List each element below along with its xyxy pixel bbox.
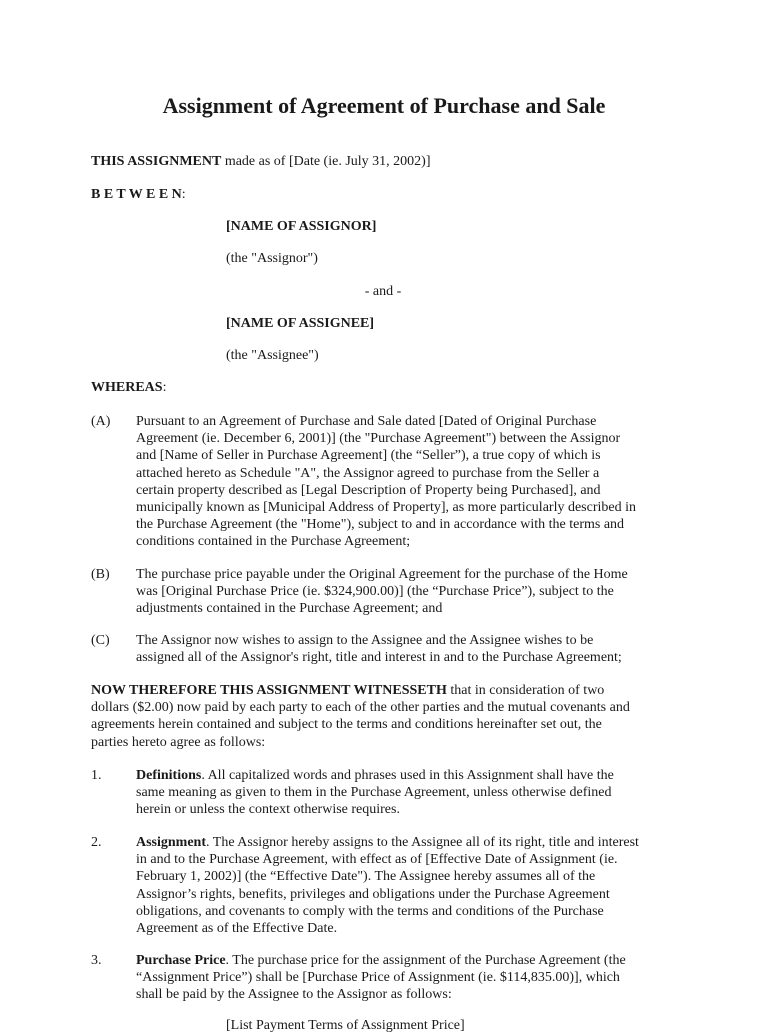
intro-rest: made as of [Date (ie. July 31, 2002)] xyxy=(221,154,431,169)
witnesseth-line: parties hereto agree as follows: xyxy=(91,734,266,750)
whereas-colon: : xyxy=(162,380,167,395)
assignee-role: (the "Assignee") xyxy=(226,348,319,363)
clause-number: 3. xyxy=(91,953,102,968)
between-colon: : xyxy=(181,187,186,202)
clause-line: same meaning as given to them in the Purchase Agreement, unless otherwise defined xyxy=(136,785,612,801)
assignee-name: [NAME OF ASSIGNEE] xyxy=(226,316,375,331)
clause-definitions xyxy=(91,767,681,821)
clause-line: Agreement as of the Effective Date. xyxy=(136,921,338,937)
document-title: Assignment of Agreement of Purchase and Sale xyxy=(162,93,606,118)
recital-line: was [Original Purchase Price (ie. $324,900.00)] (the “Purchase Price”), subject to the xyxy=(136,584,614,600)
witnesseth-first-rest: that in consideration of two xyxy=(446,683,605,698)
witnesseth-paragraph xyxy=(91,682,681,751)
clause-first-line xyxy=(136,767,681,784)
clause-purchase-price xyxy=(91,952,681,1006)
clause-line: “Assignment Price”) shall be [Purchase Price of Assignment (ie. $114,835.00)], which xyxy=(136,970,620,986)
clause-body xyxy=(136,834,681,937)
recital-line: The Assignor now wishes to assign to the Assignee and the Assignee wishes to be xyxy=(136,633,594,648)
whereas-label: WHEREAS xyxy=(91,380,163,395)
clause-line: obligations, and covenants to comply with the terms and conditions of the Purchase xyxy=(136,903,604,919)
clause-number: 2. xyxy=(91,835,102,850)
clause-heading: Purchase Price xyxy=(136,953,226,968)
clause-body xyxy=(136,952,681,1004)
recital-line: municipally known as [Municipal Address of Property], as more particularly described in xyxy=(136,500,636,516)
clause-line: February 1, 2002)] (the “Effective Date"). The Assignee hereby assumes all of the xyxy=(136,869,596,885)
recital-line: The purchase price payable under the Original Agreement for the purchase of the Home xyxy=(136,567,628,582)
recital-body xyxy=(136,632,681,666)
recital-body xyxy=(136,413,681,551)
clause-body xyxy=(136,767,681,819)
and-separator xyxy=(0,283,768,300)
intro-lead: THIS ASSIGNMENT xyxy=(91,154,222,169)
clause-first-rest: . The purchase price for the assignment of the Purchase Agreement (the xyxy=(225,953,626,968)
witnesseth-line: dollars ($2.00) now paid by each party to each of the other parties and the mutual covenants and xyxy=(91,700,630,716)
witnesseth-line: agreements herein contained and subject to the terms and conditions hereinafter set out, the xyxy=(91,717,602,733)
payment-terms-line: [List Payment Terms of Assignment Price] xyxy=(226,1018,465,1033)
clause-line: Assignor’s rights, benefits, privileges and obligations under the Purchase Agreement xyxy=(136,886,610,902)
recital-line: the Purchase Agreement (the "Home"), subject to and in accordance with the terms and xyxy=(136,517,625,533)
whereas-heading xyxy=(91,379,166,396)
recital-line: Agreement (ie. December 6, 2001)] (the "Purchase Agreement") between the Assignor xyxy=(136,431,621,447)
clause-assignment xyxy=(91,834,681,940)
clause-line: shall be paid by the Assignee to the Assignor as follows: xyxy=(136,987,452,1003)
witnesseth-first-line xyxy=(91,682,681,699)
clause-first-line xyxy=(136,834,681,851)
recital-label: (C) xyxy=(91,633,110,648)
witnesseth-lead: NOW THEREFORE THIS ASSIGNMENT WITNESSETH xyxy=(91,683,447,698)
clause-heading: Assignment xyxy=(136,835,207,850)
recital-line: adjustments contained in the Purchase Agreement; and xyxy=(136,601,443,617)
clause-number: 1. xyxy=(91,768,102,783)
and-text: - and - xyxy=(364,284,402,299)
recital-label: (A) xyxy=(91,414,111,429)
assignor-name: [NAME OF ASSIGNOR] xyxy=(226,219,377,234)
recital-label: (B) xyxy=(91,567,110,582)
recital-c xyxy=(91,632,681,668)
recital-b xyxy=(91,566,681,620)
recital-line: assigned all of the Assignor's right, title and interest in and to the Purchase Agreement; xyxy=(136,650,622,666)
recital-line: attached hereto as Schedule "A", the Assignor agreed to purchase from the Seller a xyxy=(136,465,600,481)
between-heading xyxy=(91,186,186,203)
recital-line: and [Name of Seller in Purchase Agreement] (the “Seller”), a true copy of which is xyxy=(136,448,601,464)
clause-line: herein or unless the context otherwise requires. xyxy=(136,802,400,818)
clause-first-line xyxy=(136,952,681,969)
assignor-role: (the "Assignor") xyxy=(226,251,318,266)
clause-line: in and to the Purchase Agreement, with effect as of [Effective Date of Assignment (ie. xyxy=(136,852,618,868)
recital-line: Pursuant to an Agreement of Purchase and Sale dated [Dated of Original Purchase xyxy=(136,414,597,429)
recital-line: certain property described as [Legal Description of Property being Purchased], and xyxy=(136,482,601,498)
recital-a xyxy=(91,413,681,553)
recital-line: conditions contained in the Purchase Agreement; xyxy=(136,534,411,550)
between-label: B E T W E E N xyxy=(91,187,182,202)
clause-heading: Definitions xyxy=(136,768,202,783)
clause-first-rest: . The Assignor hereby assigns to the Assignee all of its right, title and interest xyxy=(206,835,639,850)
intro-line xyxy=(91,153,431,170)
recital-body xyxy=(136,566,681,618)
clause-first-rest: . All capitalized words and phrases used in this Assignment shall have the xyxy=(201,768,614,783)
